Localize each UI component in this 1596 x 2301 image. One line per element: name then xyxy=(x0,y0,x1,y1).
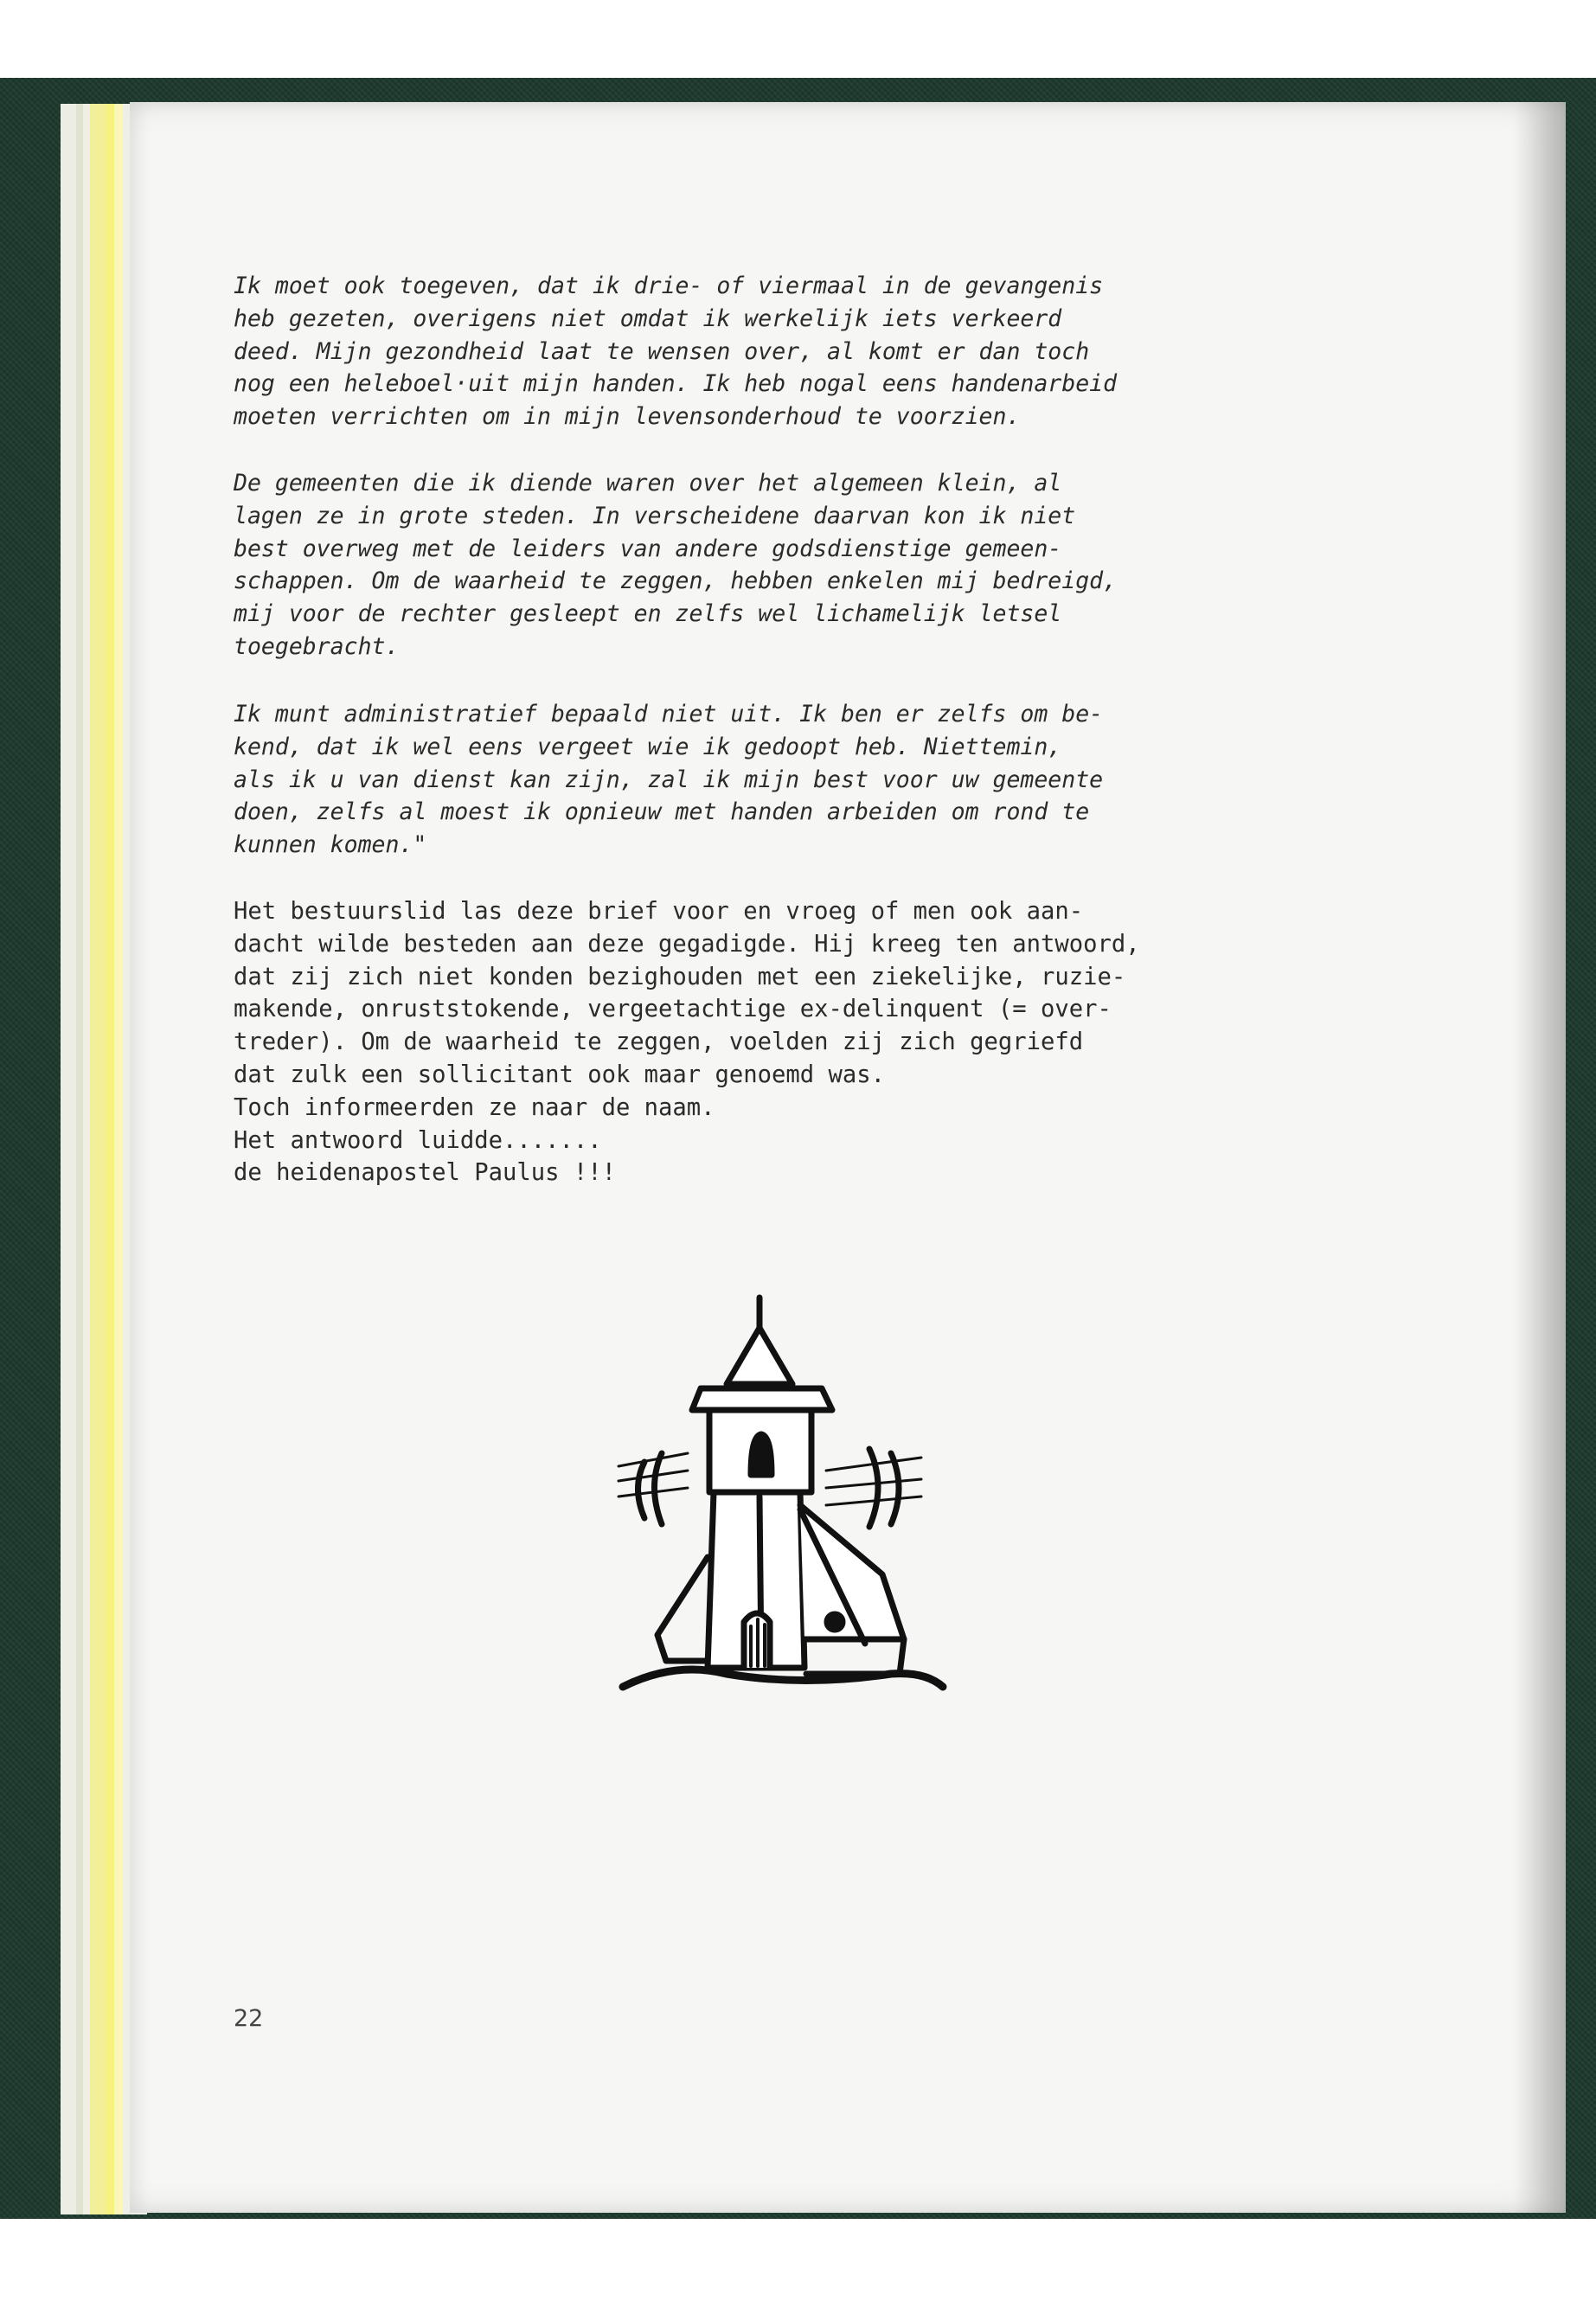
letter-paragraph-1: Ik moet ook toegeven, dat ik drie- of viermaal in de gevangenis heb gezeten, overigens niet omdat ik werkelijk iets verkeerd deed. Mijn gezondheid laat te wensen over, al komt er dan toch nog een heleboel·uit mijn handen. Ik heb nogal eens handenarbeid moeten verrichten om in mijn levensonderhoud te voorzien. xyxy=(234,272,1118,431)
letter-paragraph-3: Ik munt administratief bepaald niet uit. Ik ben er zelfs om be- kend, dat ik wel eens vergeet wie ik gedoopt heb. Niettemin, als ik u van dienst kan zijn, zal ik mijn best voor uw gemeente doen, zelfs al moest ik opnieuw met handen arbeiden om rond te kunnen komen." xyxy=(234,701,1104,859)
page-number: 22 xyxy=(234,2005,264,2032)
letter-paragraph-2: De gemeenten die ik diende waren over het algemeen klein, al lagen ze in grote steden. In verscheidene daarvan kon ik niet best overweg met de leiders van andere godsdienstige gemeen- schappen. Om de waarheid te zeggen, hebben enkelen mij bedreigd, mij voor de rechter gesleept en zelfs wel lichamelijk letsel toegebracht. xyxy=(234,470,1118,660)
church-bell-tower-icon xyxy=(606,1280,952,1704)
page-gutter-shadow xyxy=(1514,102,1566,2213)
narrative-paragraph: Het bestuurslid las deze brief voor en vroeg of men ook aan- dacht wilde besteden aan deze gegadigde. Hij kreeg ten antwoord, dat zij zich niet konden bezighouden met een ziekelijke, ruzie- makende, onruststokende, vergeetachtige ex-delinquent (= over- treder). Om de waarheid te zeggen, voelden zij zich gegriefd dat zulk een sollicitant ook maar genoemd was. Toch informeerden ze naar de naam. Het antwoord luidde....... de heidenapostel Paulus !!! xyxy=(234,898,1140,1187)
